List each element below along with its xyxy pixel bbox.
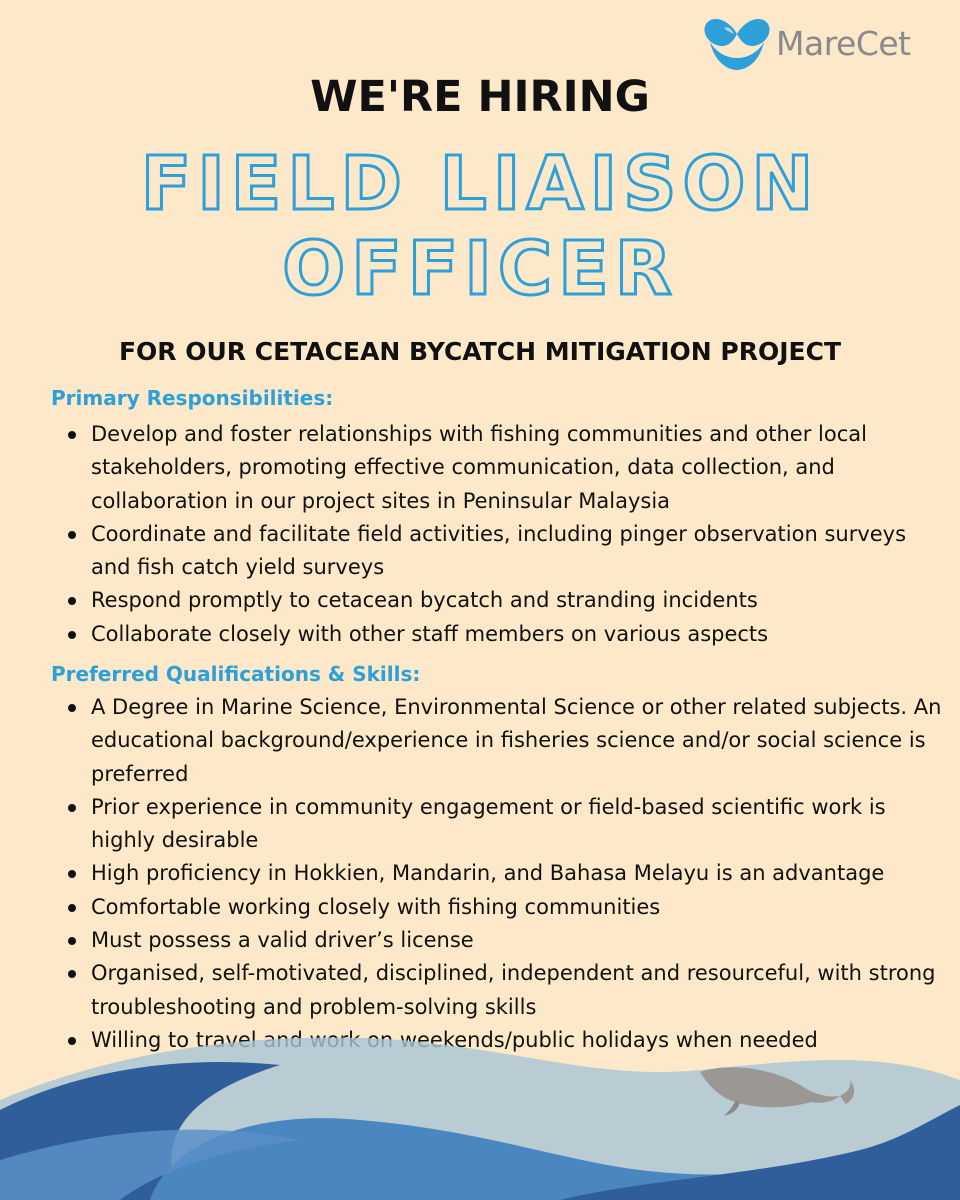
brand-name: MareCet <box>776 23 911 63</box>
qualifications-list <box>64 691 944 1057</box>
whale-tail-icon <box>702 12 772 74</box>
project-subtitle: FOR OUR CETACEAN BYCATCH MITIGATION PROJECT <box>118 337 842 366</box>
job-title-line-2: OFFICER <box>282 226 678 312</box>
list-item: Willing to travel and work on weekends/public holidays when needed <box>64 1024 944 1057</box>
qualifications-heading: Preferred Qualifications & Skills: <box>51 662 421 686</box>
list-item: Must possess a valid driver’s license <box>64 924 944 957</box>
list-item: Collaborate closely with other staff members on various aspects <box>64 618 944 651</box>
list-item: A Degree in Marine Science, Environmental Science or other related subjects. An educational background/experience in fisheries science and/or social science is preferred <box>64 691 944 791</box>
list-item: Organised, self-motivated, disciplined, independent and resourceful, with strong troubleshooting and problem-solving skills <box>64 957 944 1024</box>
list-item: Respond promptly to cetacean bycatch and stranding incidents <box>64 584 944 617</box>
list-item: High proficiency in Hokkien, Mandarin, and Bahasa Melayu is an advantage <box>64 857 944 890</box>
list-item: Develop and foster relationships with fishing communities and other local stakeholders, promoting effective communication, data collection, and collaboration in our project sites in Peninsular Malaysia <box>64 418 944 518</box>
brand-logo <box>702 12 952 74</box>
list-item: Coordinate and facilitate field activities, including pinger observation surveys and fish catch yield surveys <box>64 518 944 585</box>
ocean-waves-illustration <box>0 1010 960 1200</box>
job-title-line-1: FIELD LIAISON <box>140 141 820 227</box>
list-item: Comfortable working closely with fishing communities <box>64 891 944 924</box>
hiring-heading: WE'RE HIRING <box>310 72 650 122</box>
responsibilities-heading: Primary Responsibilities: <box>51 386 334 410</box>
responsibilities-list <box>64 418 944 651</box>
list-item: Prior experience in community engagement or field-based scientific work is highly desirable <box>64 791 944 858</box>
